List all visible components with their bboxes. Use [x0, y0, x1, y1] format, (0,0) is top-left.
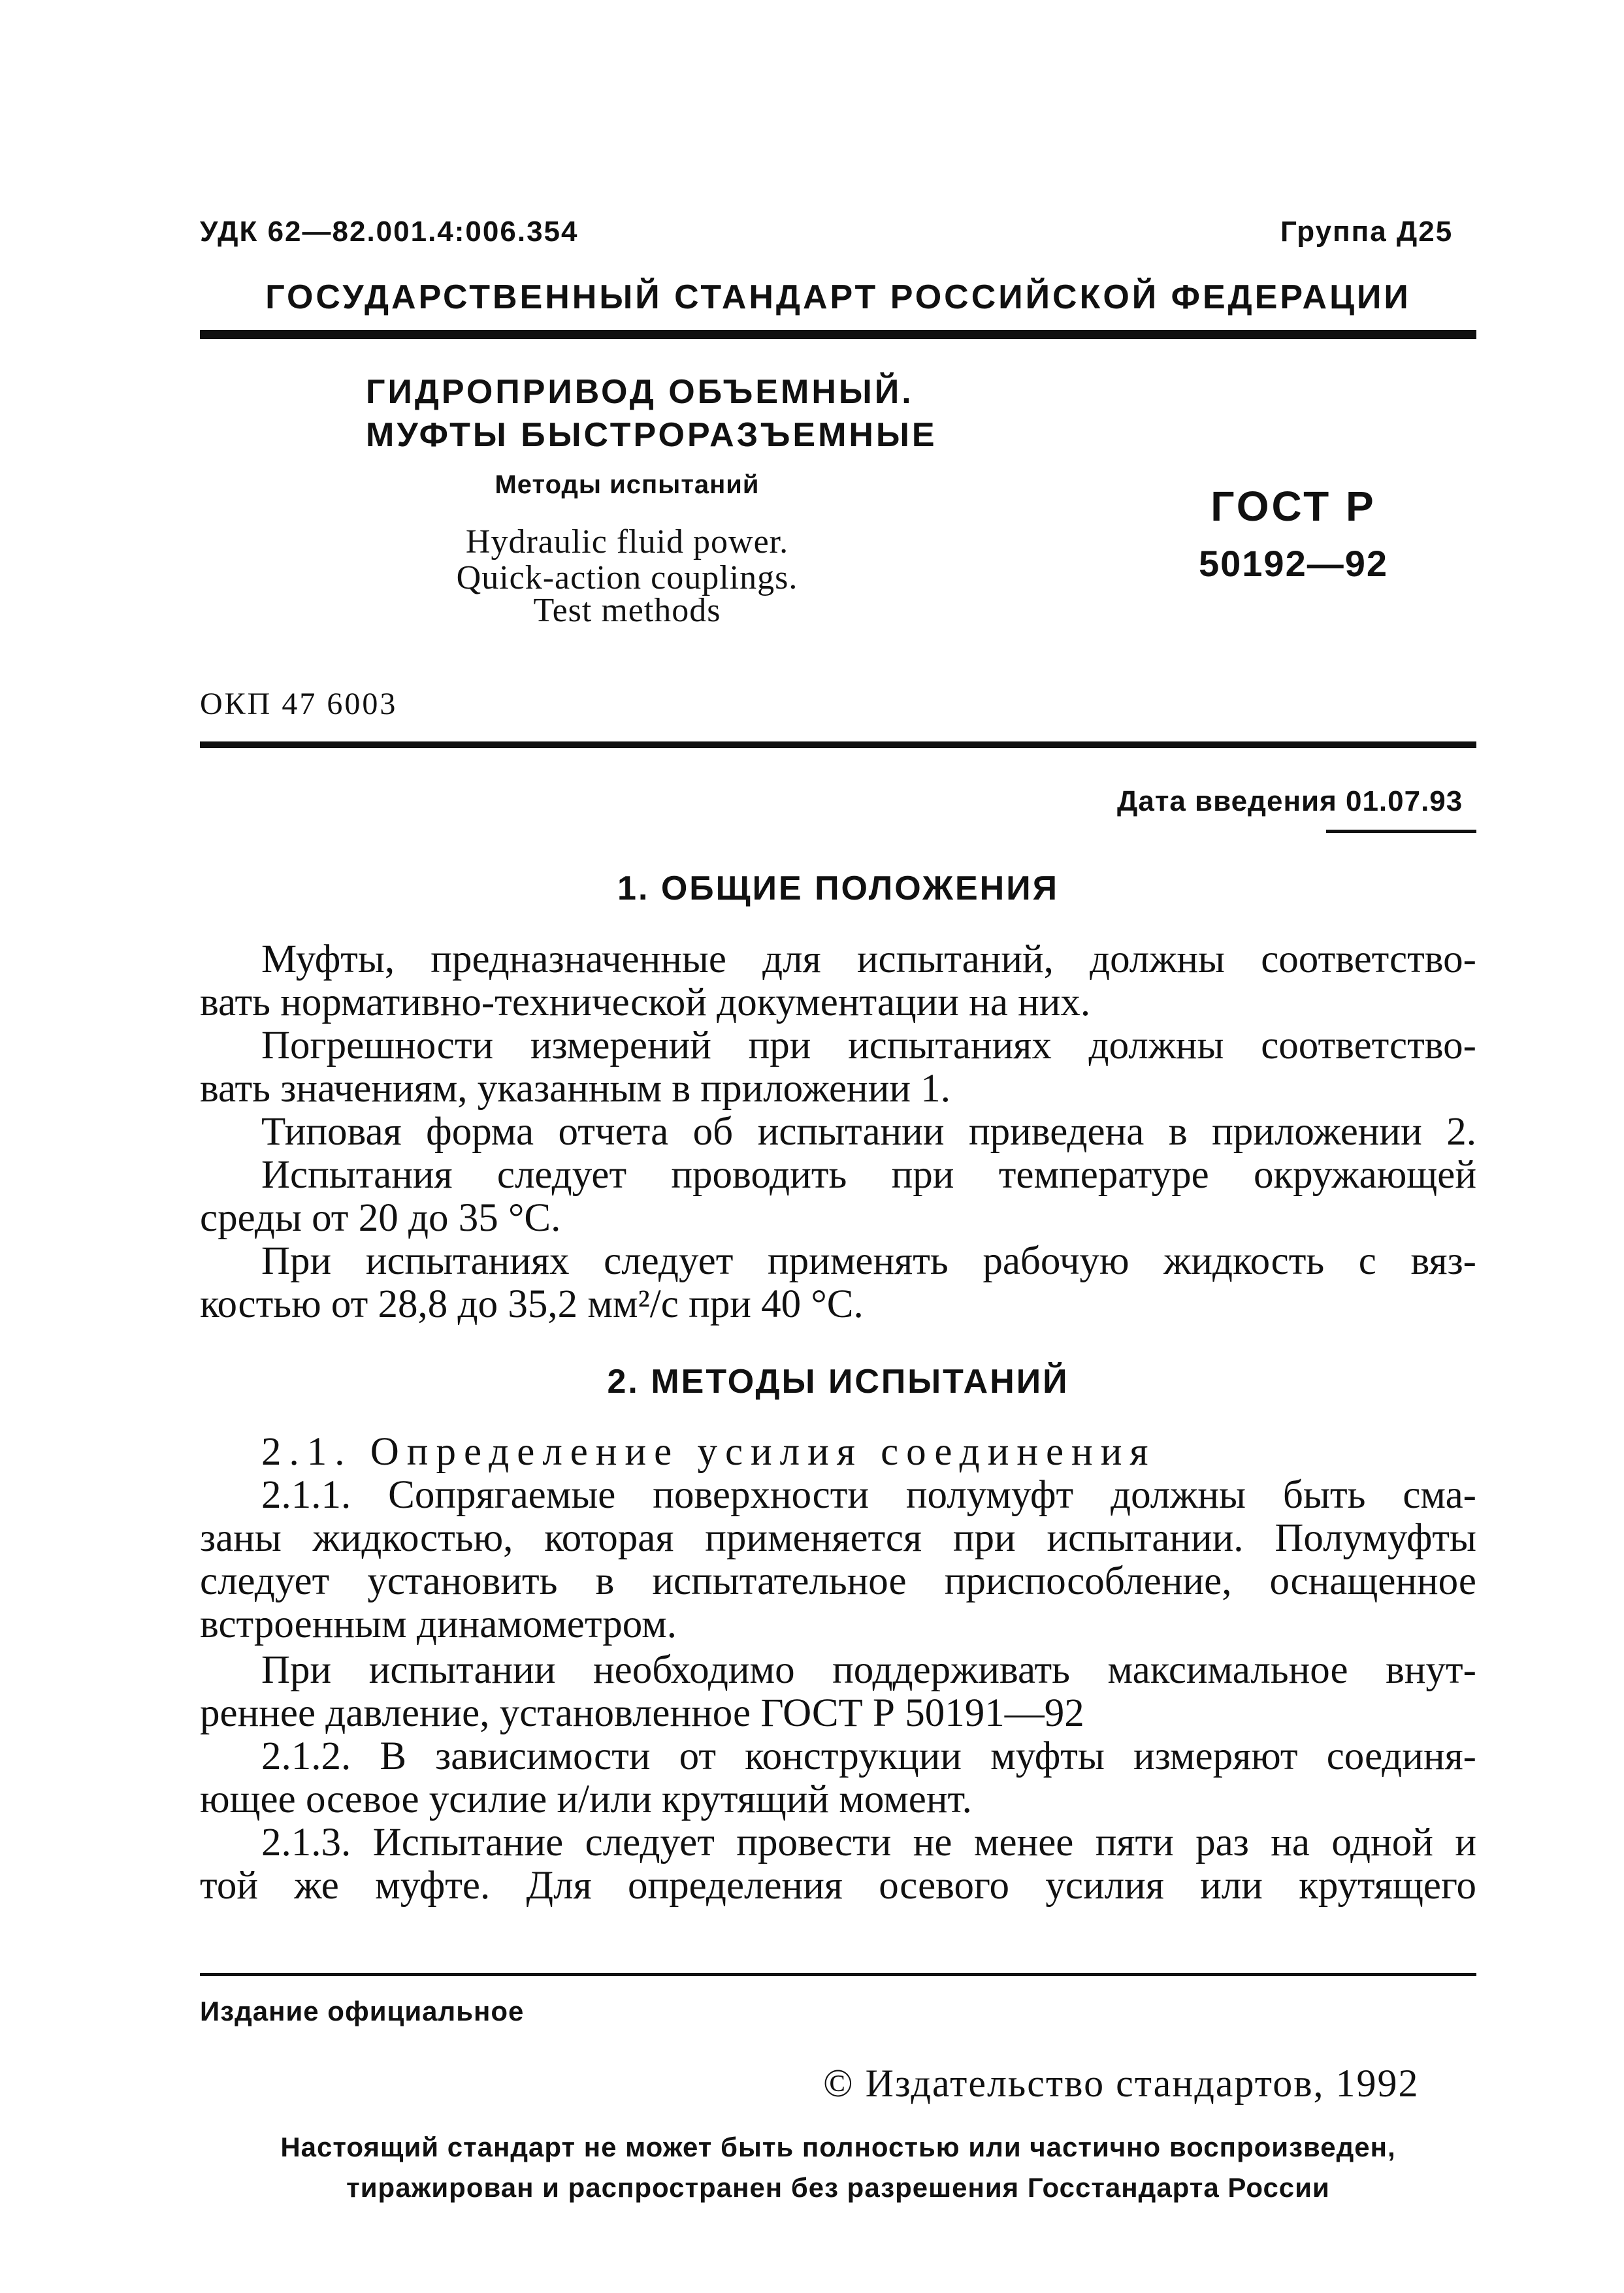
gost-number: 50192—92: [1198, 543, 1388, 584]
section-2-line-9: 2.1.3. Испытание следует провести не менее пяти раз на одной и: [261, 1821, 1476, 1864]
section-2-line-8: ющее осевое усилие и/или крутящий момент.: [200, 1778, 972, 1821]
okp-code: ОКП 47 6003: [200, 687, 398, 721]
introduction-date: Дата введения 01.07.93: [1117, 785, 1463, 817]
title-line-2: МУФТЫ БЫСТРОРАЗЪЕМНЫЕ: [366, 416, 937, 454]
title-block-rule: [200, 741, 1476, 748]
section-1-line-2: вать нормативно-технической документации на них.: [200, 981, 1091, 1024]
section-2-line-6: реннее давление, установленное ГОСТ Р 50191—92: [200, 1691, 1084, 1735]
header-thick-rule: [200, 330, 1476, 339]
reproduction-notice-line-2: тиражирован и распространен без разрешения Госстандарта России: [346, 2172, 1330, 2203]
state-standard-title: ГОСУДАРСТВЕННЫЙ СТАНДАРТ РОССИЙСКОЙ ФЕДЕРАЦИИ: [265, 278, 1411, 316]
section-2-line-7: 2.1.2. В зависимости от конструкции муфты измеряют соединя-: [261, 1734, 1476, 1778]
section-1-line-5: Типовая форма отчета об испытании приведена в приложении 2.: [261, 1110, 1476, 1154]
section-1-line-4: вать значениям, указанным в приложении 1.: [200, 1067, 950, 1111]
section-1-heading: 1. ОБЩИЕ ПОЛОЖЕНИЯ: [617, 870, 1059, 907]
english-title-line-1: Hydraulic fluid power.: [465, 523, 789, 561]
footer-rule: [200, 1973, 1476, 1976]
title-line-1: ГИДРОПРИВОД ОБЪЕМНЫЙ.: [366, 373, 914, 411]
section-1-line-7: среды от 20 до 35 °С.: [200, 1196, 561, 1240]
group-code: Группа Д25: [1280, 216, 1453, 248]
official-edition: Издание официальное: [200, 1996, 525, 2026]
english-title-line-2: Quick-action couplings.: [456, 559, 798, 596]
section-1-line-8: При испытаниях следует применять рабочую жидкость с вяз-: [261, 1239, 1476, 1283]
section-2-line-10: той же муфте. Для определения осевого усилия или крутящего: [200, 1864, 1476, 1908]
section-1-line-1: Муфты, предназначенные для испытаний, должны соответство-: [261, 937, 1476, 981]
section-1-line-9: костью от 28,8 до 35,2 мм²/с при 40 °С.: [200, 1282, 864, 1326]
section-2-line-1: 2.1.1. Сопрягаемые поверхности полумуфт должны быть сма-: [261, 1473, 1476, 1517]
section-2-line-4: встроенным динамометром.: [200, 1602, 677, 1646]
section-2-line-2: заны жидкостью, которая применяется при испытании. Полумуфты: [200, 1516, 1476, 1560]
section-2-line-5: При испытании необходимо поддерживать максимальное внут-: [261, 1648, 1476, 1692]
section-1-line-3: Погрешности измерений при испытаниях должны соответство-: [261, 1024, 1476, 1067]
section-1-line-6: Испытания следует проводить при температуре окружающей: [261, 1153, 1476, 1197]
section-2-heading: 2. МЕТОДЫ ИСПЫТАНИЙ: [607, 1363, 1069, 1401]
title-subtitle: Методы испытаний: [495, 470, 760, 499]
section-2-line-3: следует установить в испытательное приспособление, оснащенное: [200, 1559, 1476, 1603]
section-2-subheading: 2.1. Определение усилия соединения: [261, 1430, 1156, 1474]
udk-code: УДК 62—82.001.4:006.354: [200, 216, 579, 248]
gost-label: ГОСТ Р: [1210, 483, 1376, 530]
english-title-line-3: Test methods: [533, 592, 721, 629]
reproduction-notice-line-1: Настоящий стандарт не может быть полностью или частично воспроизведен,: [280, 2132, 1396, 2162]
introduction-date-underline: [1326, 830, 1476, 833]
copyright-line: © Издательство стандартов, 1992: [823, 2062, 1420, 2105]
